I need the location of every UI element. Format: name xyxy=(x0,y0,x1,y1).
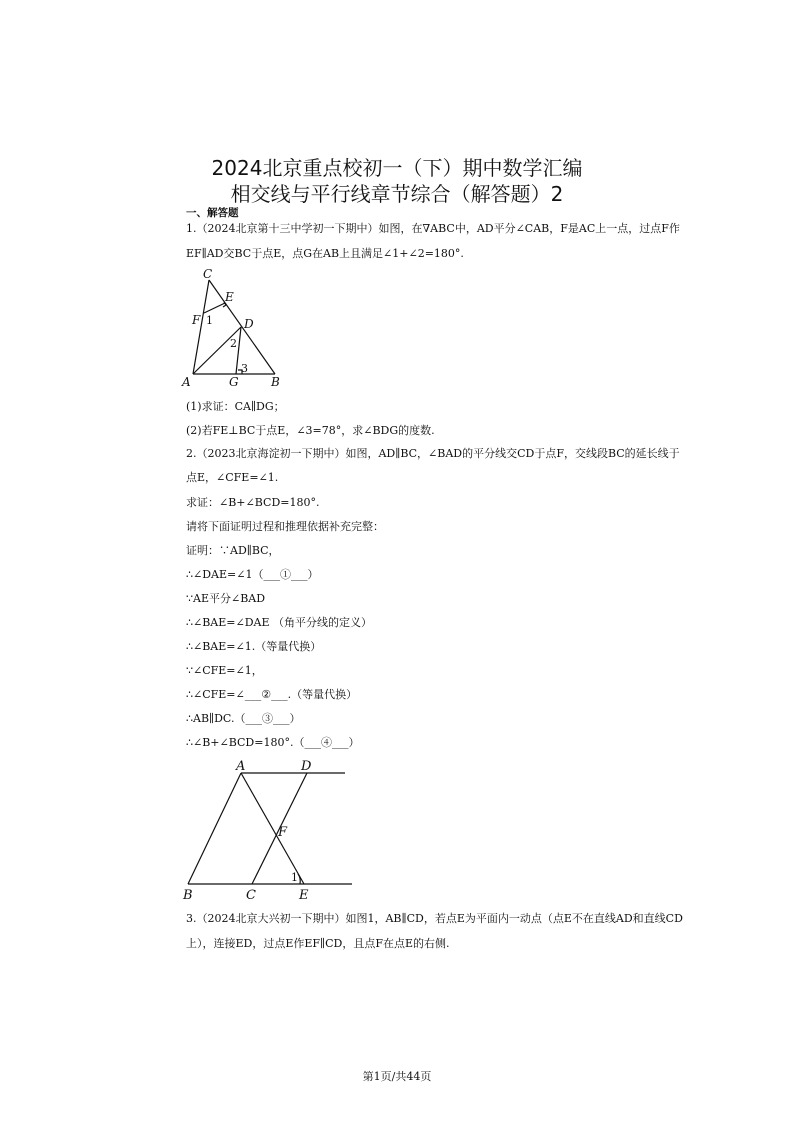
q1-angle-2: 2 xyxy=(230,337,237,350)
q1-label-g: G xyxy=(229,375,239,389)
q2-line-6: ∴∠DAE=∠1（___①___） xyxy=(186,568,319,581)
q2-line-9: ∴∠BAE=∠1.（等量代换） xyxy=(186,640,322,653)
q3-line-2: 上），连接ED，过点E作EF∥CD，且点F在点E的右侧. xyxy=(186,937,450,950)
q1-figure xyxy=(180,266,290,390)
q2-line-12: ∴AB∥DC.（___③___） xyxy=(186,712,301,725)
q1-angle-3: 3 xyxy=(241,362,248,375)
q2-line-7: ∵AE平分∠BAD xyxy=(186,592,266,605)
q1-line-1: 1.（2024北京第十三中学初一下期中）如图，在∇ABC中，AD平分∠CAB，F是AC上一点，过点F作 xyxy=(186,222,680,235)
q2-line-5: 证明：∵AD∥BC， xyxy=(186,544,280,557)
q1-part-1: (1)求证：CA∥DG； xyxy=(186,400,285,413)
page-footer: 第1页/共44页 xyxy=(362,1070,432,1083)
q2-label-b: B xyxy=(183,888,193,903)
q2-line-2: 点E，∠CFE=∠1. xyxy=(186,471,279,484)
q2-line-3: 求证：∠B+∠BCD=180°. xyxy=(186,496,320,509)
q2-line-4: 请将下面证明过程和推理依据补充完整： xyxy=(186,520,384,533)
q1-label-e: E xyxy=(225,290,234,304)
q3-line-1: 3.（2024北京大兴初一下期中）如图1，AB∥CD，若点E为平面内一动点（点E不在直线AD和直线CD xyxy=(186,912,683,925)
q2-label-c: C xyxy=(246,888,256,903)
section-heading: 一、解答题 xyxy=(186,207,239,219)
q2-label-e: E xyxy=(299,888,309,903)
q1-label-a: A xyxy=(182,375,191,389)
q2-angle-1: 1 xyxy=(291,871,298,884)
q1-angle-1: 1 xyxy=(206,314,213,327)
q1-line-2: EF∥AD交BC于点E，点G在AB上且满足∠1+∠2=180°. xyxy=(186,247,464,260)
q1-label-b: B xyxy=(271,375,280,389)
q2-label-f: F xyxy=(278,825,288,840)
q2-line-13: ∴∠B+∠BCD=180°.（___④___） xyxy=(186,736,360,749)
title-line-1: 2024北京重点校初一（下）期中数学汇编 xyxy=(211,156,583,180)
q2-line-1: 2.（2023北京海淀初一下期中）如图，AD∥BC，∠BAD的平分线交CD于点F，交线段BC的延长线于 xyxy=(186,447,680,460)
q2-line-10: ∵∠CFE=∠1， xyxy=(186,664,263,677)
q2-figure xyxy=(180,756,360,904)
q1-label-d: D xyxy=(244,317,254,331)
q2-line-11: ∴∠CFE=∠___②___.（等量代换） xyxy=(186,688,358,701)
title-line-2: 相交线与平行线章节综合（解答题）2 xyxy=(230,182,564,206)
q2-label-d: D xyxy=(301,759,312,774)
q1-label-f: F xyxy=(192,313,201,327)
q1-label-c: C xyxy=(203,267,213,281)
q2-line-8: ∴∠BAE=∠DAE （角平分线的定义） xyxy=(186,616,372,629)
q2-label-a: A xyxy=(236,759,246,774)
q1-part-2: (2)若FE⊥BC于点E，∠3=78°，求∠BDG的度数. xyxy=(186,424,435,437)
